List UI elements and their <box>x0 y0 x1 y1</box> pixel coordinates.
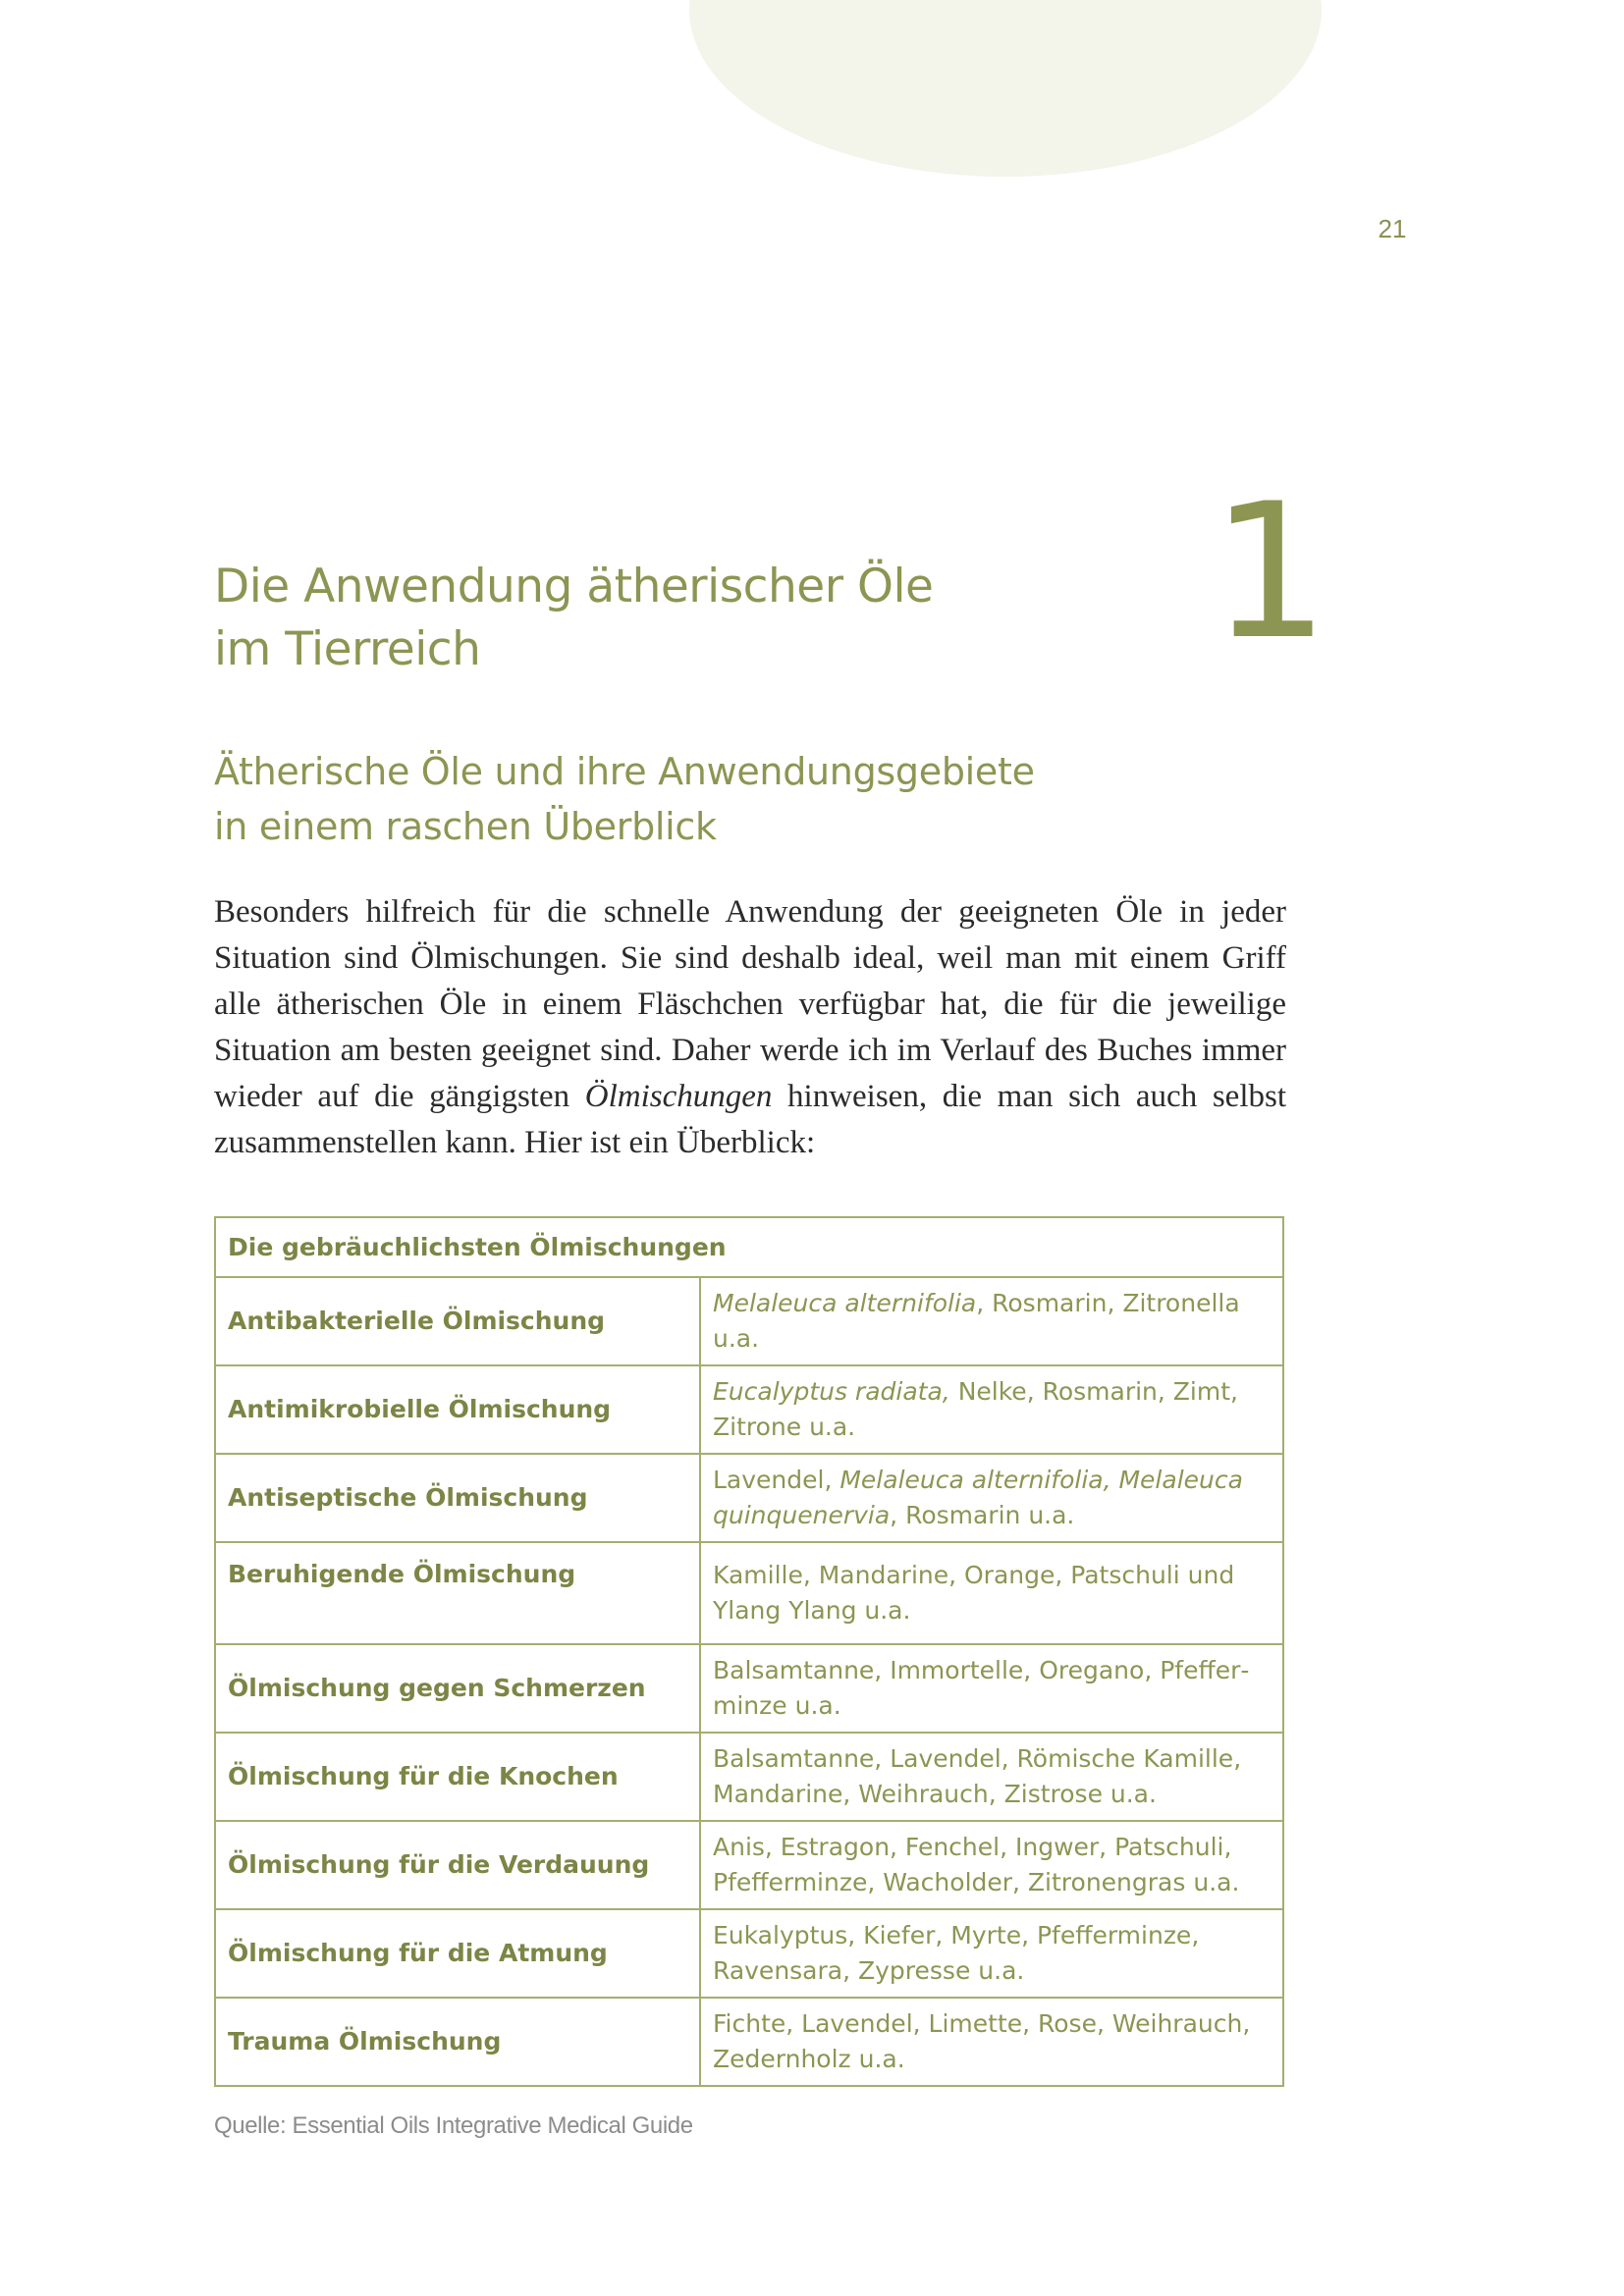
section-title-line1: Ätherische Öle und ihre Anwendungsgebiete <box>214 750 1035 793</box>
oil-text: , Rosmarin u.a. <box>890 1501 1075 1529</box>
blend-name: Ölmischung für die Atmung <box>215 1909 700 1998</box>
blend-name: Ölmischung für die Verdauung <box>215 1821 700 1909</box>
blend-oils <box>700 1454 1283 1542</box>
chapter-title <box>214 556 1098 681</box>
table-row <box>215 1644 1283 1733</box>
blend-oils <box>700 1542 1283 1644</box>
blend-name: Antimikrobielle Ölmischung <box>215 1365 700 1454</box>
oil-text: Anis, Estragon, Fenchel, Ingwer, Patschuli, Pfefferminze, Wacholder, Zitronengras u.a. <box>713 1833 1240 1896</box>
oil-latin-name: Eucalyptus radiata, <box>713 1377 950 1406</box>
blend-oils <box>700 1821 1283 1909</box>
blend-oils <box>700 1909 1283 1998</box>
table-header-row <box>215 1217 1283 1277</box>
table-row <box>215 1821 1283 1909</box>
table-row <box>215 1733 1283 1821</box>
blend-oils <box>700 1365 1283 1454</box>
oil-text: Balsamtanne, Lavendel, Römische Kamille, Mandarine, Weihrauch, Zistrose u.a. <box>713 1744 1242 1808</box>
oil-text: Balsamtanne, Immortelle, Oregano, Pfefferminze u.a. <box>713 1656 1250 1720</box>
oil-text: Nelke, Rosmarin, Zimt, Zitrone u.a. <box>713 1377 1238 1441</box>
blend-oils <box>700 1644 1283 1733</box>
blend-name: Beruhigende Ölmischung <box>215 1542 700 1644</box>
oil-text: Kamille, Mandarine, Orange, Patschuli und Ylang Ylang u.a. <box>713 1561 1235 1625</box>
intro-text-after: hinweisen, die man sich auch selbst zusammenstellen kann. Hier ist ein Überblick: <box>214 1079 1286 1160</box>
table-row <box>215 1542 1283 1644</box>
blend-oils <box>700 1998 1283 2086</box>
blend-name: Ölmischung gegen Schmerzen <box>215 1644 700 1733</box>
intro-text-before: Besonders hilfreich für die schnelle Anwendung der geeigneten Öle in jeder Situation sind Ölmischungen. Sie sind deshalb ideal, weil man mit einem Griff alle ätherischen Öle in einem Fläschchen verfügbar hat, die für die jeweilige Situation am besten geeignet sind. Daher werde ich im Verlauf des Buches immer wieder auf die gängigsten <box>214 894 1286 1114</box>
oil-text: Eukalyptus, Kiefer, Myrte, Pfefferminze, Ravensara, Zypresse u.a. <box>713 1921 1200 1985</box>
intro-emphasis: Ölmischungen <box>584 1079 773 1114</box>
oil-latin-name: Melaleuca alternifolia, Melaleuca quinquenervia <box>713 1466 1243 1529</box>
blend-oils <box>700 1277 1283 1365</box>
intro-paragraph <box>214 889 1286 1166</box>
oil-latin-name: Melaleuca alternifolia <box>713 1289 977 1317</box>
oil-text: Fichte, Lavendel, Limette, Rose, Weihrauch, Zedernholz u.a. <box>713 2009 1251 2073</box>
table-header: Die gebräuchlichsten Ölmischungen <box>215 1217 1283 1277</box>
oil-blends-table <box>214 1216 1284 2087</box>
blend-name: Antiseptische Ölmischung <box>215 1454 700 1542</box>
page-number: 21 <box>1378 214 1407 243</box>
chapter-number: 1 <box>1211 463 1324 680</box>
section-title-line2: in einem raschen Überblick <box>214 805 717 848</box>
blend-name: Trauma Ölmischung <box>215 1998 700 2086</box>
oil-text: , Rosmarin, Zitronella u.a. <box>713 1289 1240 1353</box>
blend-name: Ölmischung für die Knochen <box>215 1733 700 1821</box>
chapter-title-line2: im Tierreich <box>214 622 481 676</box>
table-body <box>215 1277 1283 2086</box>
decorative-header-arc <box>689 0 1322 177</box>
source-note: Quelle: Essential Oils Integrative Medical Guide <box>214 2112 693 2139</box>
chapter-title-line1: Die Anwendung ätherischer Öle <box>214 560 934 614</box>
oil-text: Lavendel, <box>713 1466 840 1494</box>
table-row <box>215 1909 1283 1998</box>
table-row <box>215 1277 1283 1365</box>
table-row <box>215 1454 1283 1542</box>
table-row <box>215 1998 1283 2086</box>
blend-name: Antibakterielle Ölmischung <box>215 1277 700 1365</box>
section-title <box>214 744 1196 854</box>
table-row <box>215 1365 1283 1454</box>
blend-oils <box>700 1733 1283 1821</box>
